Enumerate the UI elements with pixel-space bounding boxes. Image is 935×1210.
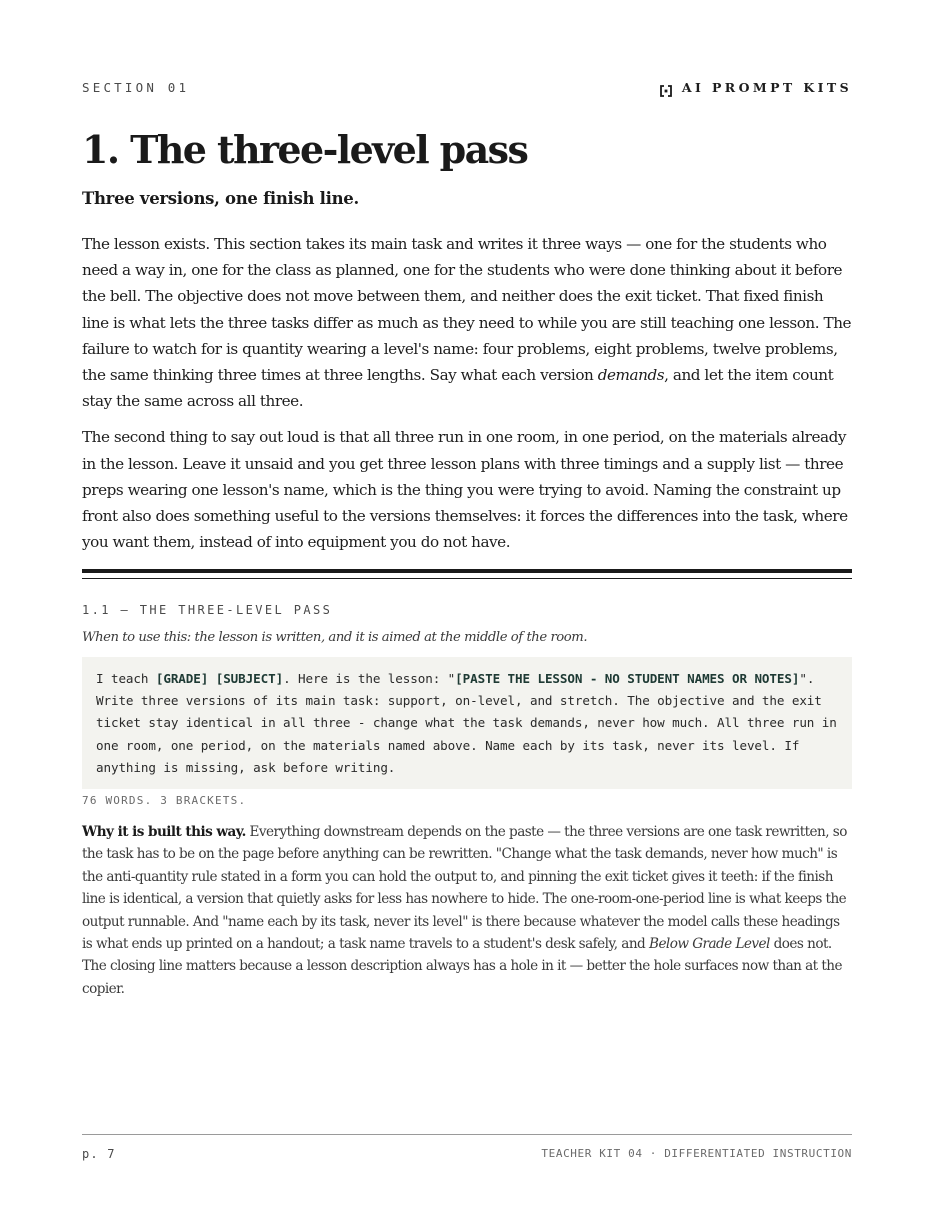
bracket-box-icon xyxy=(660,82,672,94)
prompt-word-count: 76 WORDS. 3 BRACKETS. xyxy=(82,794,247,807)
prompt-heading: 1.1 — THE THREE-LEVEL PASS xyxy=(82,603,333,617)
emphasis-below-grade-level: Below Grade Level xyxy=(649,936,770,953)
section-divider-thin xyxy=(82,578,852,579)
why-lead: Why it is built this way. xyxy=(82,824,246,840)
section-label: SECTION 01 xyxy=(82,80,190,95)
page-number: p. 7 xyxy=(82,1147,116,1161)
intro-paragraph-2: The second thing to say out loud is that all three run in one room, in one period, on the materials already in the lesson. Leave it unsaid and you get three lesson plans with three timings and a supply list — three preps wearing one lesson's name, which is the thing you were trying to avoid. Naming the constraint up front also does something useful to the versions themselves: it forces the differences into the task, where you want them, instead of into equipment you do not have. xyxy=(82,428,848,552)
brand xyxy=(660,80,852,95)
footer-divider xyxy=(82,1134,852,1135)
page xyxy=(82,0,852,1210)
page-header xyxy=(82,80,852,98)
intro-text xyxy=(82,231,852,565)
intro-paragraph-1: The lesson exists. This section takes its main task and writes it three ways — one for the students who need a way in, one for the class as planned, one for the students who were done thinking about it before the bell. The objective does not move between them, and neither does the exit ticket. That fixed finish line is what lets the three tasks differ as much as they need to while you are still teaching one lesson. The failure to watch for is quantity wearing a level's name: four problems, eight problems, twelve problems, the same thinking three times at three lengths. Say what each version demands, and let the item count stay the same across all three. xyxy=(82,235,852,411)
emphasis-demands: demands xyxy=(597,366,665,385)
when-to-use: When to use this: the lesson is written, and it is aimed at the middle of the room. xyxy=(82,630,588,645)
page-title: 1. The three-level pass xyxy=(82,127,528,172)
placeholder-grade-subject: [GRADE] [SUBJECT] xyxy=(155,671,284,686)
prompt-box[interactable]: I teach [GRADE] [SUBJECT]. Here is the lesson: "[PASTE THE LESSON - NO STUDENT NAMES OR NOTES]". Write three versions of its main task: support, on-level, and stretch. The objective and the exit ticket stay identical in all three - change what the task demands, never how much. All three run in one room, one period, on the materials named above. Name each by its task, never its level. If anything is missing, ask before writing. xyxy=(82,657,852,789)
brand-name: AI PROMPT KITS xyxy=(681,80,852,95)
page-subtitle: Three versions, one finish line. xyxy=(82,189,359,208)
why-paragraph: Why it is built this way. Everything downstream depends on the paste — the three versions are one task rewritten, so the task has to be on the page before anything can be rewritten. "Change what the task demands, never how much" is the anti-quantity rule stated in a form you can hold the output to, and pinning the exit ticket gives it teeth: if the finish line is identical, a version that quietly asks for less has nowhere to hide. The one-room-one-period line is what keeps the output runnable. And "name each by its task, never its level" is there because whatever the model calls these headings is what ends up printed on a handout; a task name travels to a student's desk safely, and Below Grade Level does not. The closing line matters because a lesson description always has a hole in it — better the hole surfaces now than at the copier. xyxy=(82,824,847,997)
placeholder-paste-lesson: [PASTE THE LESSON - NO STUDENT NAMES OR NOTES] xyxy=(455,671,800,686)
footer-title: TEACHER KIT 04 · DIFFERENTIATED INSTRUCTION xyxy=(541,1147,852,1160)
section-divider-thick xyxy=(82,569,852,573)
